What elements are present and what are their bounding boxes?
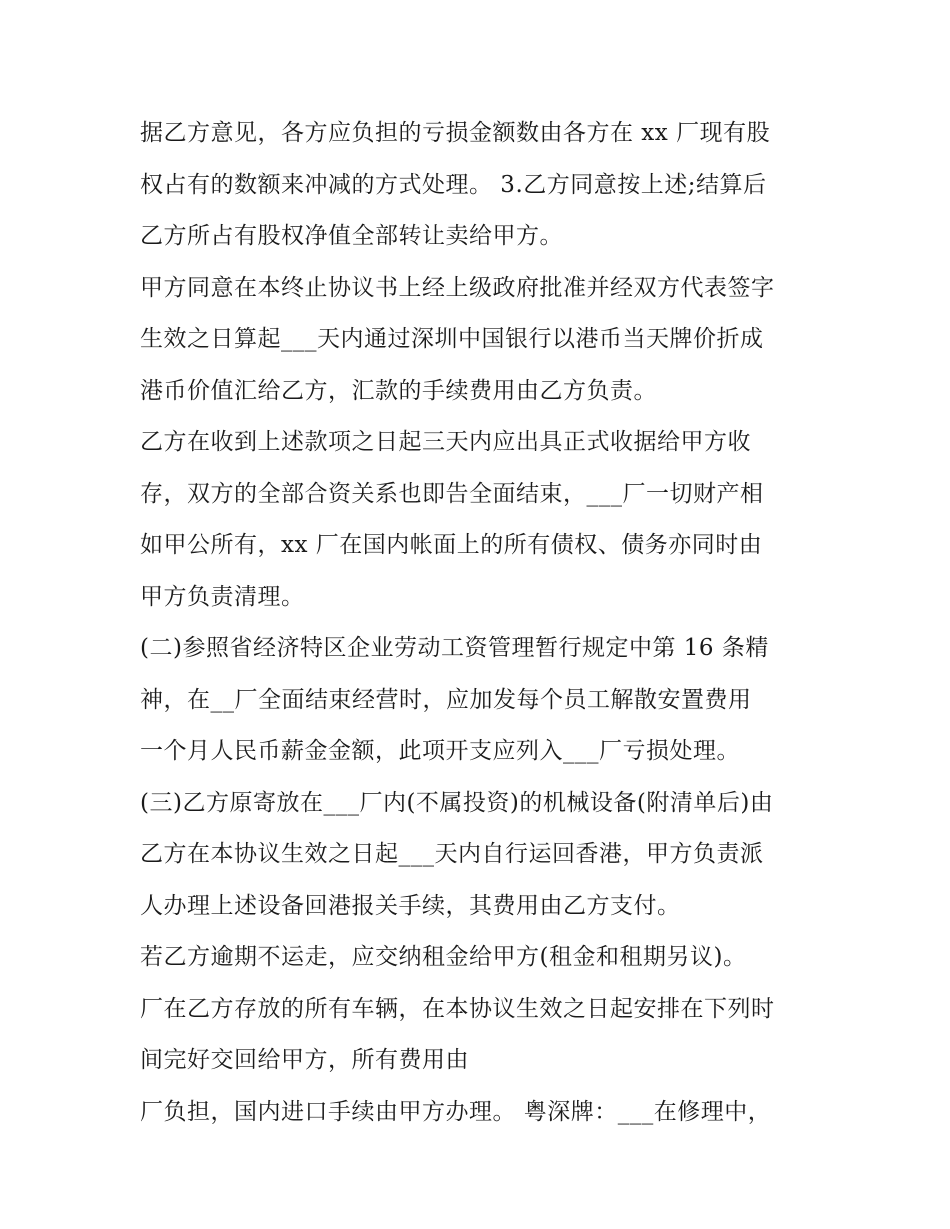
document-body [140, 108, 820, 1138]
text-line-7: 乙方在收到上述款项之日起三天内应出具正式收据给甲方收 [140, 429, 751, 455]
text-line-8: 存，双方的全部合资关系也即告全面结束，___厂一切财产相 [140, 480, 764, 507]
text-line-13: 一个月人民币薪金金额，此项开支应列入___厂亏损处理。 [140, 738, 740, 764]
text-line-16: 人办理上述设备回港报关手续，其费用由乙方支付。 [140, 892, 681, 919]
text-line-14: (三)乙方原寄放在___厂内(不属投资)的机械设备(附清单后)由 [140, 789, 774, 816]
text-line-10: 甲方负责清理。 [140, 583, 305, 610]
text-line-3: 乙方所占有股权净值全部转让卖给甲方。 [140, 223, 563, 249]
text-line-9: 如甲公所有，xx 厂在国内帐面上的所有债权、债务亦同时由 [140, 532, 763, 558]
text-line-19: 间完好交回给甲方，所有费用由 [140, 1047, 469, 1073]
text-line-5: 生效之日算起___天内通过深圳中国银行以港币当天牌价折成 [140, 326, 764, 352]
text-line-1: 据乙方意见，各方应负担的亏损金额数由各方在 xx 厂现有股 [140, 120, 771, 146]
text-line-17: 若乙方逾期不运走，应交纳租金给甲方(租金和租期另议)。 [140, 944, 747, 970]
text-line-20: 厂负担，国内进口手续由甲方办理。 粤深牌：___在修理中， [140, 1098, 772, 1125]
text-line-15: 乙方在本协议生效之日起___天内自行运回香港，甲方负责派 [140, 841, 764, 867]
text-line-18: 厂在乙方存放的所有车辆，在本协议生效之日起安排在下列时 [140, 995, 775, 1022]
text-line-2: 权占有的数额来冲减的方式处理。 3.乙方同意按上述;结算后 [140, 171, 767, 198]
text-line-11: (二)参照省经济特区企业劳动工资管理暂行规定中第 16 条精 [140, 635, 769, 661]
text-line-4: 甲方同意在本终止协议书上经上级政府批准并经双方代表签字 [140, 274, 775, 301]
text-line-12: 神，在__厂全面结束经营时，应加发每个员工解散安置费用 [140, 686, 752, 713]
text-line-6: 港币价值汇给乙方，汇款的手续费用由乙方负责。 [140, 377, 657, 404]
